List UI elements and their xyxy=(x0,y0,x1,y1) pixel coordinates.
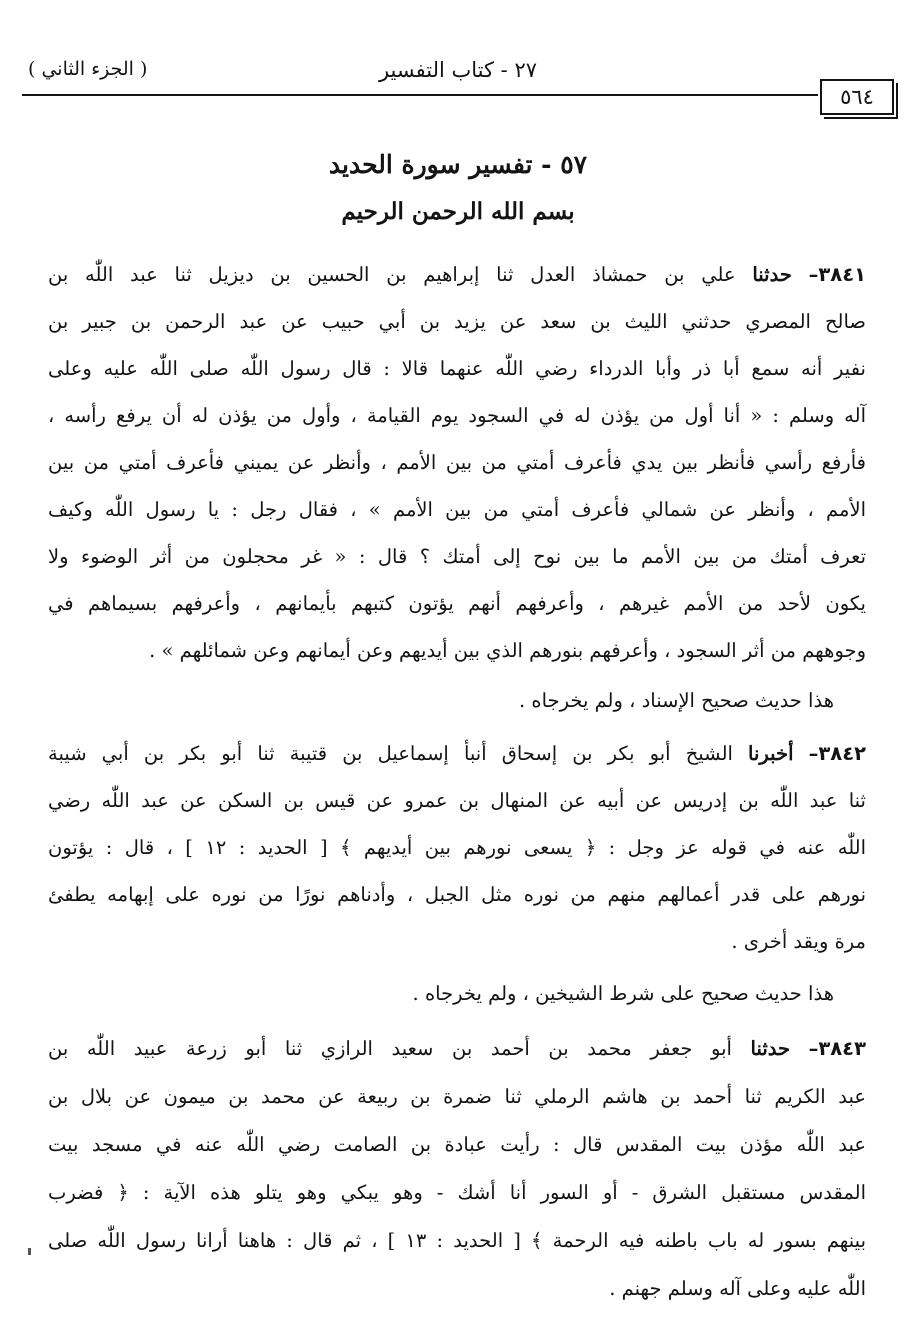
text-line: اللّٰه عليه وعلى آله وسلم جهنم . xyxy=(609,1277,866,1300)
text-line: مرة ويقد أخرى . xyxy=(731,930,866,953)
text-line: تعرف أمتك من بين الأمم ما بين نوح إلى أمتك ؟ قال : « غر محجلون من أثر الوضوء ولا xyxy=(48,545,866,568)
text-line: نورهم على قدر أعمالهم منهم من نوره مثل الجبل ، وأدناهم نورًا من نوره على إبهامه يطفئ xyxy=(48,883,866,906)
text-line: يكون لأحد من الأمم غيرهم ، وأعرفهم أنهم يؤتون كتبهم بأيمانهم ، وأعرفهم بسيماهم في xyxy=(48,592,866,615)
basmala: بسم الله الرحمن الرحيم xyxy=(341,198,575,225)
volume-label: ( الجزء الثاني ) xyxy=(28,58,148,80)
text-line: الأمم ، وأنظر عن شمالي فأعرف أمتي من بين الأمم » ، فقال رجل : يا رسول اللّٰه وكيف xyxy=(48,498,866,521)
header-rule xyxy=(22,94,818,96)
text-line: اللّٰه عنه في قوله عز وجل : ﴿ يسعى نورهم بين أيديهم ﴾ [ الحديد : ١٢ ] ، قال : يؤتون xyxy=(48,836,867,859)
hadith-number: ٣٨٤٣ xyxy=(818,1037,866,1060)
hadith-number: ٣٨٤٢ xyxy=(818,742,866,765)
text-line: وجوههم من أثر السجود ، وأعرفهم بنورهم الذي بين أيديهم وعن أيمانهم وعن شمائلهم » . xyxy=(149,639,866,662)
surah-title: ٥٧ - تفسير سورة الحديد xyxy=(328,150,588,179)
text-line: فأرفع رأسي فأنظر بين يدي فأعرف أمتي من بين الأمم ، وأنظر عن يميني فأعرف أمتي من بين xyxy=(48,451,866,474)
text-line: ٣٨٤٣– حدثنا أبو جعفر محمد بن أحمد بن سعيد الرازي ثنا أبو زرعة عبيد اللّٰه بن xyxy=(48,1037,866,1060)
text-line: ٣٨٤٢– أخبرنا الشيخ أبو بكر بن إسحاق أنبأ إسماعيل بن قتيبة ثنا أبو بكر بن أبي شيبة xyxy=(48,742,866,765)
text-line: المقدس مستقبل الشرق - أو السور أنا أشك - وهو يبكي وهو يتلو هذه الآية : ﴿ فضرب xyxy=(48,1181,866,1204)
text-line: ٣٨٤١– حدثنا علي بن حمشاذ العدل ثنا إبراهيم بن الحسين بن ديزيل ثنا عبد اللّٰه بن xyxy=(48,263,867,286)
narration-keyword: أخبرنا xyxy=(748,742,794,765)
hadith-grading: هذا حديث صحيح على شرط الشيخين ، ولم يخرجاه . xyxy=(412,982,834,1005)
hadith-number: ٣٨٤١ xyxy=(818,263,867,286)
text-line: ثنا عبد اللّٰه بن إدريس عن أبيه عن المنهال بن عمرو عن قيس بن السكن عن عبد اللّٰه رضي xyxy=(48,789,866,812)
text-line: نفير أنه سمع أبا ذر وأبا الدرداء رضي اللّٰه عنهما قالا : قال رسول اللّٰه صلى اللّٰه عليه وعلى xyxy=(48,357,866,380)
text-line: بينهم بسور له باب باطنه فيه الرحمة ﴾ [ الحديد : ١٣ ] ، ثم قال : هاهنا أرانا رسول اللّٰه صلى xyxy=(48,1229,866,1252)
text-line: عبد اللّٰه مؤذن بيت المقدس قال : رأيت عبادة بن الصامت رضي اللّٰه عنه في مسجد بيت xyxy=(48,1133,866,1156)
page-number: ٥٦٤ xyxy=(820,79,894,115)
text-line: صالح المصري حدثني الليث بن سعد عن يزيد بن أبي حبيب عن عبد الرحمن بن جبير بن xyxy=(48,310,866,333)
narration-keyword: حدثنا xyxy=(752,263,792,286)
hadith-grading: هذا حديث صحيح الإسناد ، ولم يخرجاه . xyxy=(518,689,834,712)
book-title: ٢٧ - كتاب التفسير xyxy=(378,58,538,82)
text-line: عبد الكريم ثنا أحمد بن هاشم الرملي ثنا ضمرة بن ربيعة عن محمد بن ميمون عن بلال بن xyxy=(48,1085,866,1108)
margin-mark xyxy=(28,1248,31,1255)
text-line: آله وسلم : « أنا أول من يؤذن له في السجود يوم القيامة ، وأول من يؤذن له أن يرفع رأسه ، xyxy=(48,404,866,427)
running-header xyxy=(22,50,894,110)
narration-keyword: حدثنا xyxy=(750,1037,791,1060)
